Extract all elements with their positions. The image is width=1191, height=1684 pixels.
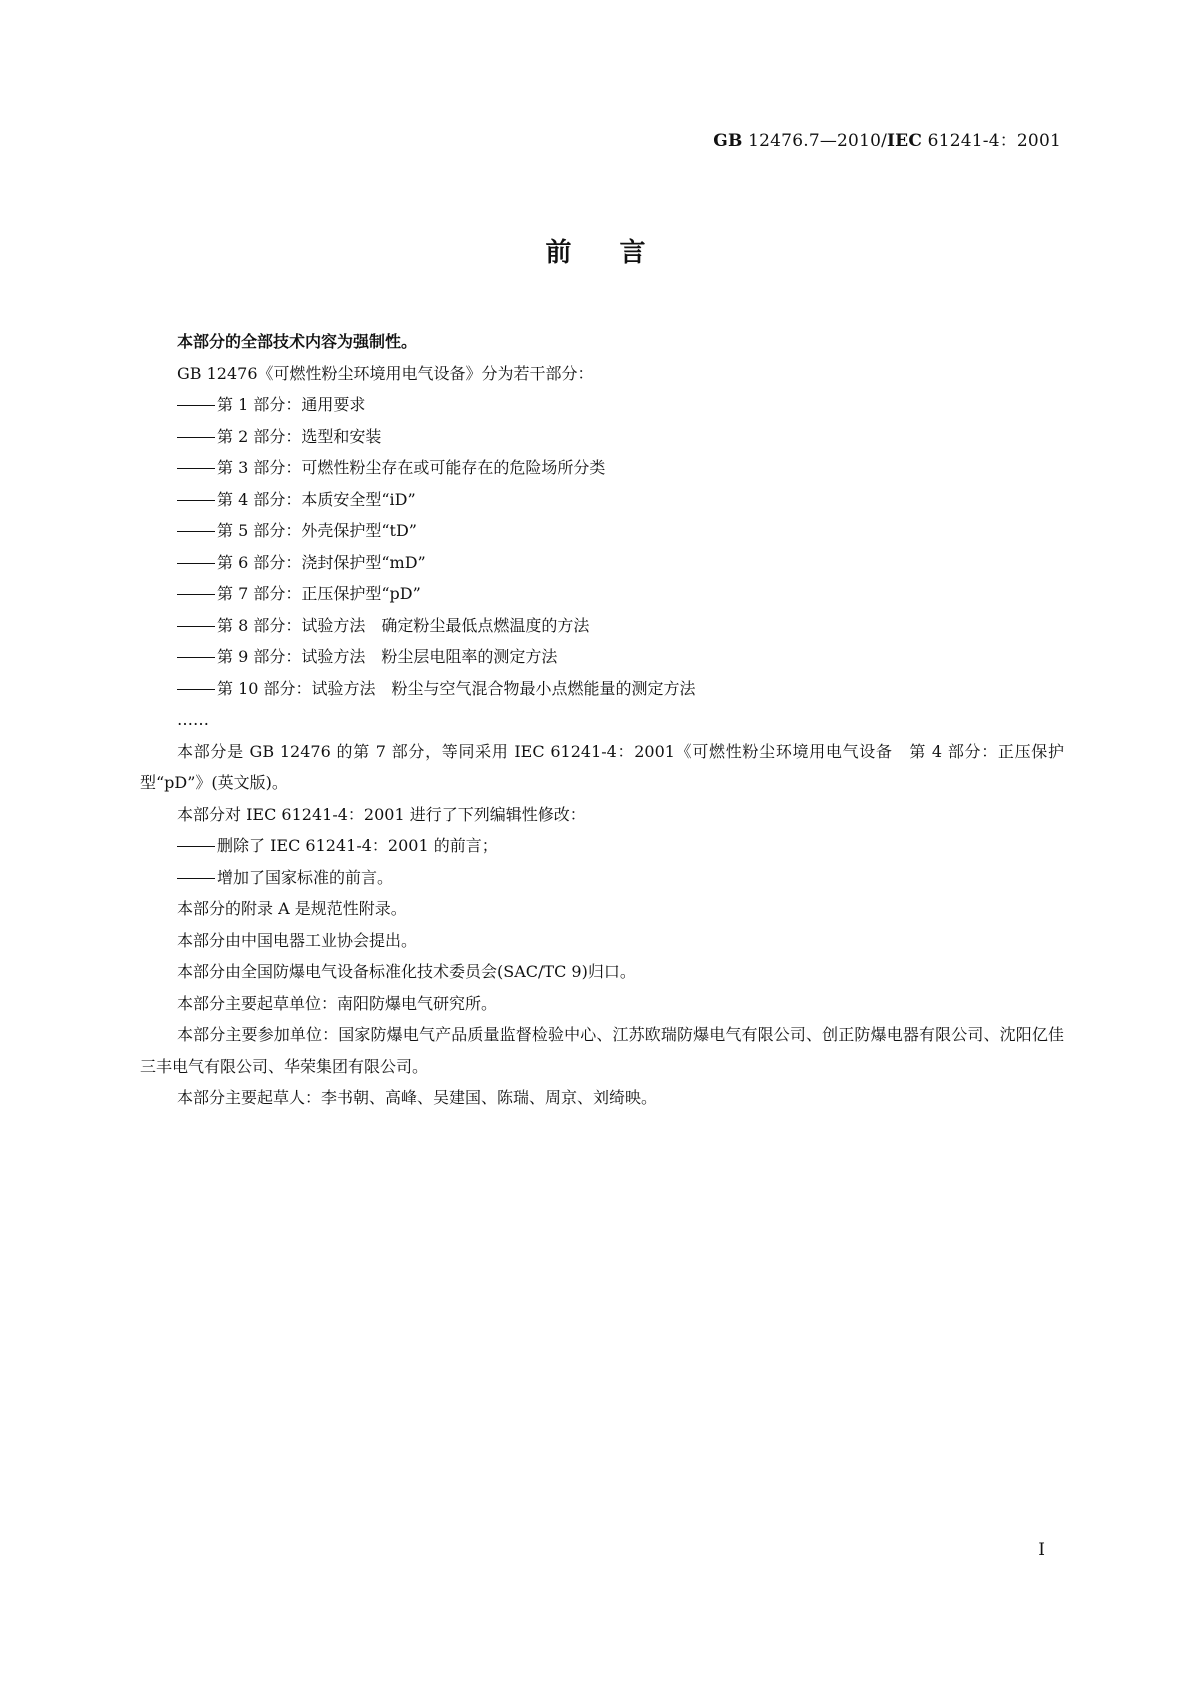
edit-item: 增加了国家标准的前言。 xyxy=(140,862,1064,894)
part-item: 第 8 部分：试验方法 确定粉尘最低点燃温度的方法 xyxy=(140,610,1064,642)
dash-mark xyxy=(177,594,215,595)
page-number: I xyxy=(1038,1540,1045,1560)
page-title: 前言 xyxy=(545,238,694,268)
part-item: 第 5 部分：外壳保护型“tD” xyxy=(140,515,1064,547)
dash-mark xyxy=(177,689,215,690)
part-item: 第 7 部分：正压保护型“pD” xyxy=(140,578,1064,610)
part-item: 第 4 部分：本质安全型“iD” xyxy=(140,484,1064,516)
part-item: 第 10 部分：试验方法 粉尘与空气混合物最小点燃能量的测定方法 xyxy=(140,673,1064,705)
edit-intro: 本部分对 IEC 61241-4：2001 进行了下列编辑性修改： xyxy=(177,804,586,824)
dash-mark xyxy=(177,846,215,847)
foreword-body xyxy=(140,326,1064,1114)
dash-mark xyxy=(177,468,215,469)
adoption-paragraph: 本部分是 GB 12476 的第 7 部分，等同采用 IEC 61241-4：2001《可燃性粉尘环境用电气设备 第 4 部分：正压保护型“pD”》(英文版)。 xyxy=(140,741,1064,792)
part-item: 第 6 部分：浇封保护型“mD” xyxy=(140,547,1064,579)
part-item: 第 2 部分：选型和安装 xyxy=(140,421,1064,453)
dash-mark xyxy=(177,531,215,532)
proposer-statement: 本部分由中国电器工业协会提出。 xyxy=(177,930,418,950)
gb-prefix: GB xyxy=(713,131,743,151)
dash-mark xyxy=(177,437,215,438)
centralized-statement: 本部分由全国防爆电气设备标准化技术委员会(SAC/TC 9)归口。 xyxy=(177,962,636,981)
mandatory-statement: 本部分的全部技术内容为强制性。 xyxy=(177,332,418,351)
gb-number: 12476.7—2010/ xyxy=(742,131,888,151)
part-item: 第 1 部分：通用要求 xyxy=(140,389,1064,421)
dash-mark xyxy=(177,563,215,564)
dash-mark xyxy=(177,626,215,627)
dash-mark xyxy=(177,500,215,501)
part-item: 第 9 部分：试验方法 粉尘层电阻率的测定方法 xyxy=(140,641,1064,673)
dash-mark xyxy=(177,405,215,406)
document-code xyxy=(713,126,1061,151)
participants-paragraph: 本部分主要参加单位：国家防爆电气产品质量监督检验中心、江苏欧瑞防爆电气有限公司、创正防爆电器有限公司、沈阳亿佳三丰电气有限公司、华荣集团有限公司。 xyxy=(140,1025,1064,1076)
drafting-unit-statement: 本部分主要起草单位：南阳防爆电气研究所。 xyxy=(177,993,498,1013)
dash-mark xyxy=(177,657,215,658)
iec-prefix: IEC xyxy=(887,131,923,151)
edit-item: 删除了 IEC 61241-4：2001 的前言； xyxy=(140,830,1064,862)
part-item: 第 3 部分：可燃性粉尘存在或可能存在的危险场所分类 xyxy=(140,452,1064,484)
drafters-statement: 本部分主要起草人：李书朝、高峰、吴建国、陈瑞、周京、刘绮映。 xyxy=(177,1088,658,1107)
iec-number: 61241-4：2001 xyxy=(922,131,1061,151)
dash-mark xyxy=(177,878,215,879)
annex-statement: 本部分的附录 A 是规范性附录。 xyxy=(177,899,407,918)
ellipsis: …… xyxy=(177,710,209,729)
series-intro: GB 12476《可燃性粉尘环境用电气设备》分为若干部分： xyxy=(177,363,594,383)
